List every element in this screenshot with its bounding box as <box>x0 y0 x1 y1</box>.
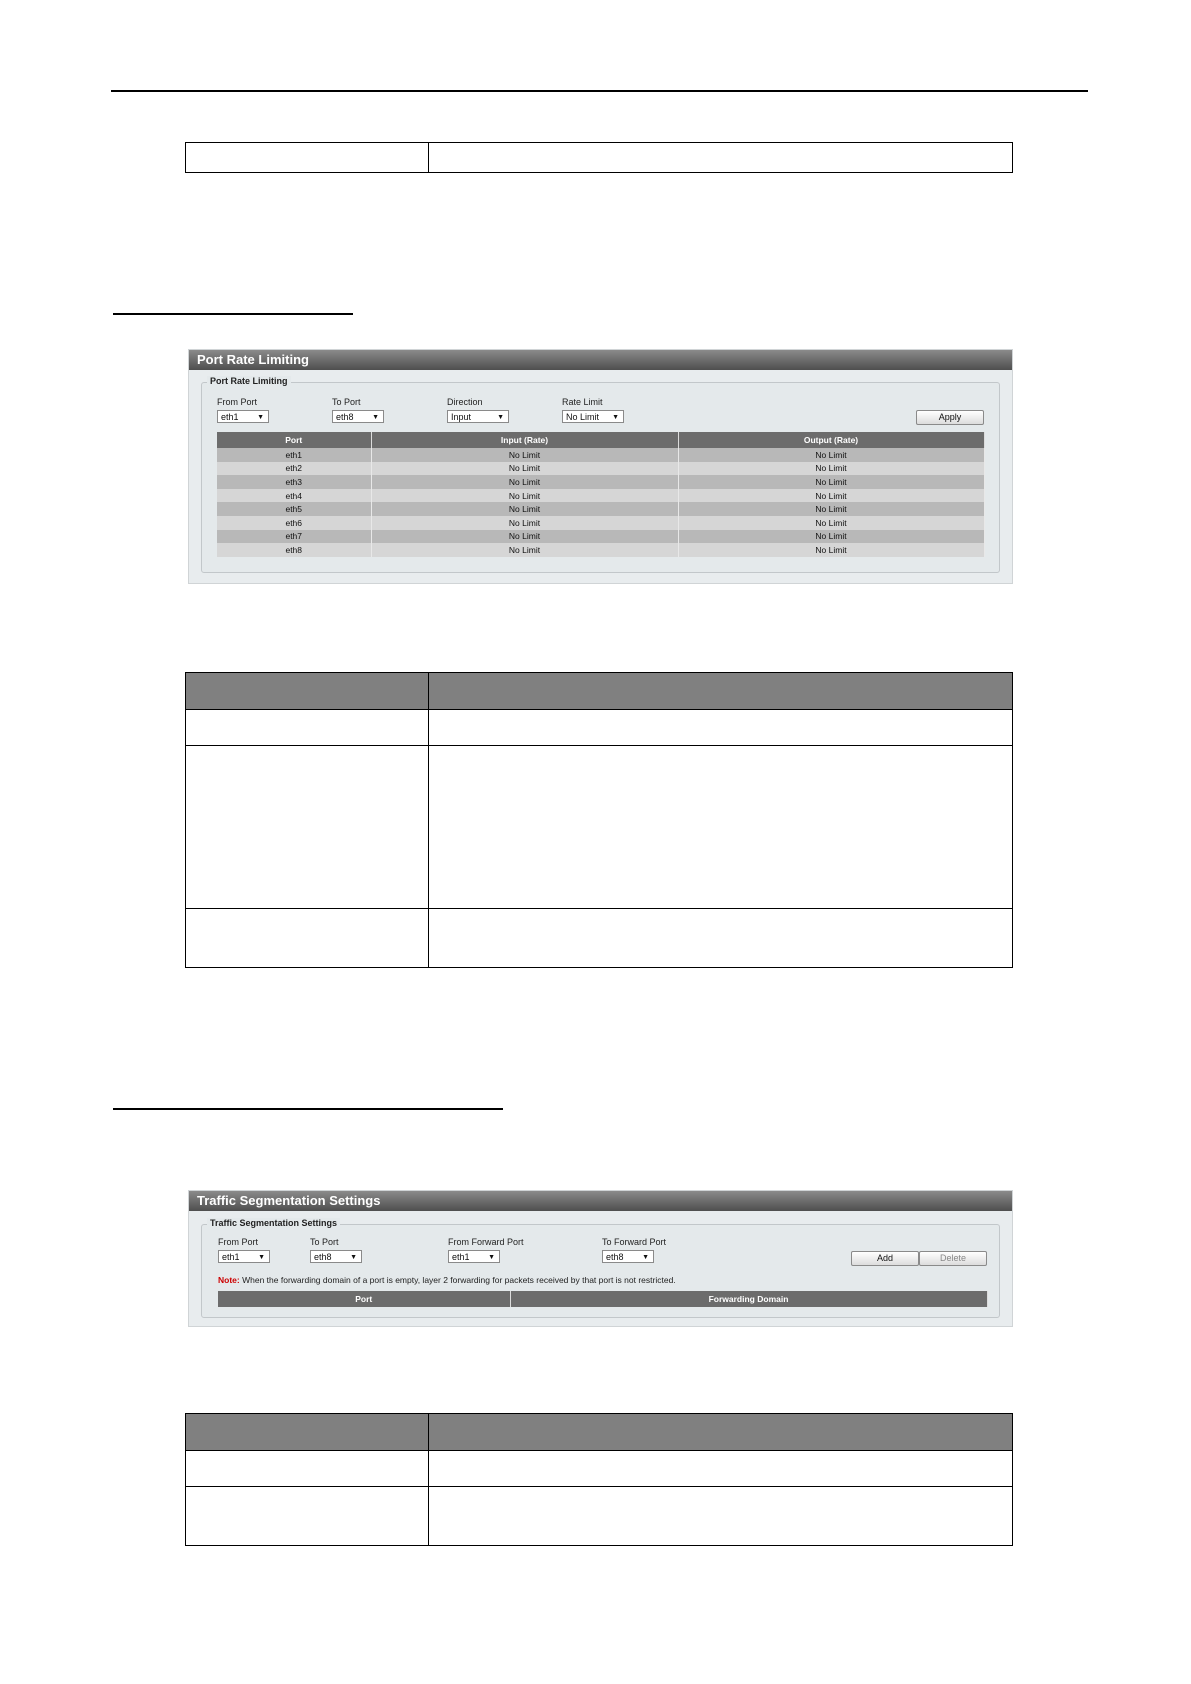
column-header-port: Port <box>218 1291 510 1307</box>
input-rate-cell: No Limit <box>371 516 678 530</box>
chevron-down-icon: ▼ <box>497 414 504 421</box>
output-rate-cell: No Limit <box>678 475 984 489</box>
rate-limit-select[interactable] <box>562 410 624 423</box>
forwarding-domain-table <box>218 1291 988 1307</box>
rate-limit-value: No Limit <box>566 412 600 422</box>
from-port-label: From Port <box>218 1237 259 1247</box>
chevron-down-icon: ▼ <box>612 414 619 421</box>
table-row <box>217 489 984 503</box>
table-cell <box>429 909 1013 968</box>
table-cell <box>186 710 429 746</box>
port-rate-limiting-fieldset <box>201 376 1000 573</box>
to-port-label: To Port <box>310 1237 339 1247</box>
table-cell <box>429 746 1013 909</box>
table-row <box>217 448 984 462</box>
from-forward-port-value: eth1 <box>452 1252 470 1262</box>
direction-select[interactable] <box>447 410 509 423</box>
table-cell <box>186 1451 429 1487</box>
to-port-value: eth8 <box>336 412 354 422</box>
from-port-value: eth1 <box>222 1252 240 1262</box>
table-cell <box>186 909 429 968</box>
chevron-down-icon: ▼ <box>350 1254 357 1261</box>
port-cell: eth2 <box>217 462 371 476</box>
traffic-segmentation-panel <box>188 1190 1013 1327</box>
table-row <box>217 462 984 476</box>
parameter-table-2 <box>185 672 1013 968</box>
output-rate-cell: No Limit <box>678 448 984 462</box>
table-cell <box>186 746 429 909</box>
column-header-input-rate: Input (Rate) <box>371 432 678 448</box>
input-rate-cell: No Limit <box>371 462 678 476</box>
port-rate-limiting-panel <box>188 349 1013 584</box>
table-cell <box>186 1487 429 1546</box>
to-port-select[interactable] <box>332 410 384 423</box>
table-cell <box>429 1487 1013 1546</box>
port-rate-table <box>217 432 985 557</box>
fieldset-legend: Traffic Segmentation Settings <box>207 1218 340 1228</box>
delete-button[interactable]: Delete <box>919 1251 987 1266</box>
traffic-segmentation-fieldset <box>201 1218 1000 1318</box>
table-cell <box>429 1451 1013 1487</box>
table-row <box>217 543 984 557</box>
table-header-cell <box>429 1414 1013 1451</box>
note-text <box>218 1275 676 1285</box>
section-heading-underline <box>113 313 353 315</box>
direction-label: Direction <box>447 397 483 407</box>
port-cell: eth7 <box>217 530 371 544</box>
parameter-table-1 <box>185 142 1013 173</box>
note-prefix: Note: <box>218 1275 240 1285</box>
table-header-cell <box>186 673 429 710</box>
output-rate-cell: No Limit <box>678 543 984 557</box>
output-rate-cell: No Limit <box>678 516 984 530</box>
table-cell <box>429 143 1013 173</box>
parameter-table-3 <box>185 1413 1013 1546</box>
from-forward-port-label: From Forward Port <box>448 1237 524 1247</box>
port-cell: eth3 <box>217 475 371 489</box>
to-port-select[interactable] <box>310 1250 362 1263</box>
port-cell: eth8 <box>217 543 371 557</box>
table-cell <box>429 710 1013 746</box>
header-rule <box>111 90 1088 92</box>
table-row <box>217 530 984 544</box>
output-rate-cell: No Limit <box>678 489 984 503</box>
section-heading-underline <box>113 1108 503 1110</box>
input-rate-cell: No Limit <box>371 530 678 544</box>
from-forward-port-select[interactable] <box>448 1250 500 1263</box>
to-forward-port-label: To Forward Port <box>602 1237 667 1247</box>
table-row <box>217 516 984 530</box>
table-cell <box>186 143 429 173</box>
input-rate-cell: No Limit <box>371 543 678 557</box>
input-rate-cell: No Limit <box>371 502 678 516</box>
apply-button[interactable]: Apply <box>916 410 984 425</box>
port-cell: eth1 <box>217 448 371 462</box>
panel-title: Port Rate Limiting <box>189 350 1012 370</box>
from-port-select[interactable] <box>218 1250 270 1263</box>
to-forward-port-select[interactable] <box>602 1250 654 1263</box>
output-rate-cell: No Limit <box>678 530 984 544</box>
port-cell: eth4 <box>217 489 371 503</box>
from-port-label: From Port <box>217 397 258 407</box>
add-button[interactable]: Add <box>851 1251 919 1266</box>
fieldset-legend: Port Rate Limiting <box>207 376 291 386</box>
rate-limit-label: Rate Limit <box>562 397 603 407</box>
input-rate-cell: No Limit <box>371 489 678 503</box>
from-port-value: eth1 <box>221 412 239 422</box>
chevron-down-icon: ▼ <box>258 1254 265 1261</box>
to-port-label: To Port <box>332 397 361 407</box>
column-header-forwarding-domain: Forwarding Domain <box>510 1291 987 1307</box>
input-rate-cell: No Limit <box>371 475 678 489</box>
to-port-value: eth8 <box>314 1252 332 1262</box>
table-header-cell <box>429 673 1013 710</box>
port-cell: eth6 <box>217 516 371 530</box>
column-header-port: Port <box>217 432 371 448</box>
chevron-down-icon: ▼ <box>257 414 264 421</box>
note-body: When the forwarding domain of a port is empty, layer 2 forwarding for packets received by that port is not restricted. <box>242 1275 676 1285</box>
column-header-output-rate: Output (Rate) <box>678 432 984 448</box>
chevron-down-icon: ▼ <box>372 414 379 421</box>
chevron-down-icon: ▼ <box>642 1254 649 1261</box>
output-rate-cell: No Limit <box>678 462 984 476</box>
direction-value: Input <box>451 412 472 422</box>
port-cell: eth5 <box>217 502 371 516</box>
output-rate-cell: No Limit <box>678 502 984 516</box>
table-row <box>217 502 984 516</box>
table-header-cell <box>186 1414 429 1451</box>
chevron-down-icon: ▼ <box>488 1254 495 1261</box>
to-forward-port-value: eth8 <box>606 1252 624 1262</box>
panel-title: Traffic Segmentation Settings <box>189 1191 1012 1211</box>
table-row <box>217 475 984 489</box>
input-rate-cell: No Limit <box>371 448 678 462</box>
from-port-select[interactable] <box>217 410 269 423</box>
